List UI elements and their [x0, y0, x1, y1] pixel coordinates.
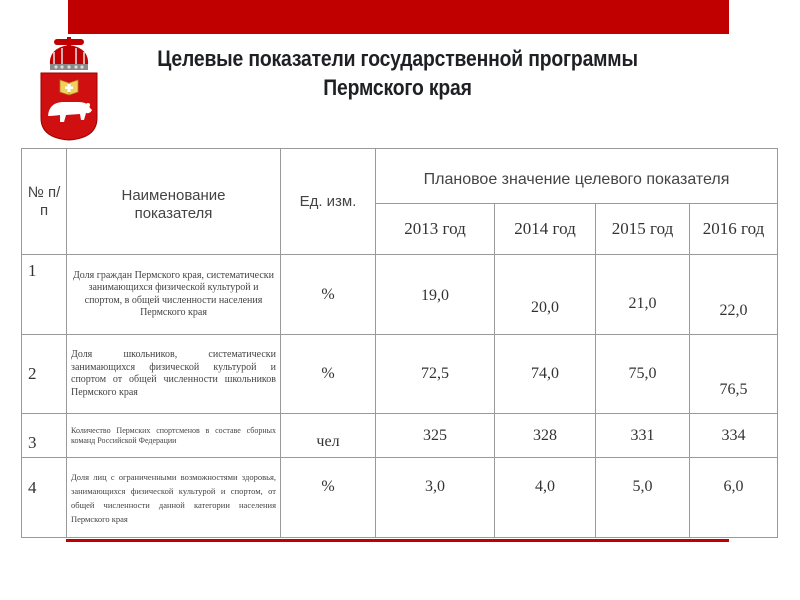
table-row — [22, 255, 778, 335]
row-num: 1 — [22, 255, 67, 335]
row-unit: чел — [281, 414, 376, 458]
page-title — [131, 44, 663, 102]
value-2015: 5,0 — [596, 458, 690, 538]
perm-coat-of-arms-icon — [38, 36, 100, 142]
table-row — [22, 458, 778, 538]
header-year-2013: 2013 год — [376, 204, 495, 255]
row-name: Доля лиц с ограниченными возможностями здоровья, занимающихся физической культурой и спортом, от общей численности данной категории населения Пермского края — [67, 458, 281, 538]
row-num: 4 — [22, 458, 67, 538]
row-num: 2 — [22, 335, 67, 414]
value-2016: 334 — [690, 414, 778, 458]
title-line-2: Пермского края — [323, 75, 472, 100]
header-plan: Плановое значение целевого показателя — [376, 149, 778, 204]
row-unit: % — [281, 255, 376, 335]
row-unit: % — [281, 458, 376, 538]
bottom-accent-line — [66, 539, 729, 542]
title-line-1: Целевые показатели государственной программы — [157, 46, 638, 71]
row-name: Количество Пермских спортсменов в составе сборных команд Российской Федерации — [67, 414, 281, 458]
value-2013: 19,0 — [376, 255, 495, 335]
value-2015: 21,0 — [596, 255, 690, 335]
top-accent-bar — [68, 0, 729, 34]
row-name: Доля школьников, систематически занимающихся физической культурой и спортом от общей численности школьников Пермского края — [67, 335, 281, 414]
value-2014: 328 — [495, 414, 596, 458]
value-2014: 4,0 — [495, 458, 596, 538]
value-2014: 20,0 — [495, 255, 596, 335]
row-unit: % — [281, 335, 376, 414]
value-2013: 325 — [376, 414, 495, 458]
row-num: 3 — [22, 414, 67, 458]
header-name: Наименование показателя — [67, 149, 281, 255]
header-year-2015: 2015 год — [596, 204, 690, 255]
header-num: № п/п — [22, 149, 67, 255]
header-year-2016: 2016 год — [690, 204, 778, 255]
table-row — [22, 414, 778, 458]
header-year-2014: 2014 год — [495, 204, 596, 255]
targets-table — [21, 148, 778, 538]
row-name: Доля граждан Пермского края, систематически занимающихся физической культурой и спортом, в общей численности населения Пермского края — [67, 255, 281, 335]
table-row — [22, 335, 778, 414]
value-2013: 72,5 — [376, 335, 495, 414]
value-2016: 6,0 — [690, 458, 778, 538]
value-2016: 76,5 — [690, 335, 778, 414]
value-2015: 75,0 — [596, 335, 690, 414]
value-2016: 22,0 — [690, 255, 778, 335]
value-2014: 74,0 — [495, 335, 596, 414]
value-2013: 3,0 — [376, 458, 495, 538]
value-2015: 331 — [596, 414, 690, 458]
header-unit: Ед. изм. — [281, 149, 376, 255]
